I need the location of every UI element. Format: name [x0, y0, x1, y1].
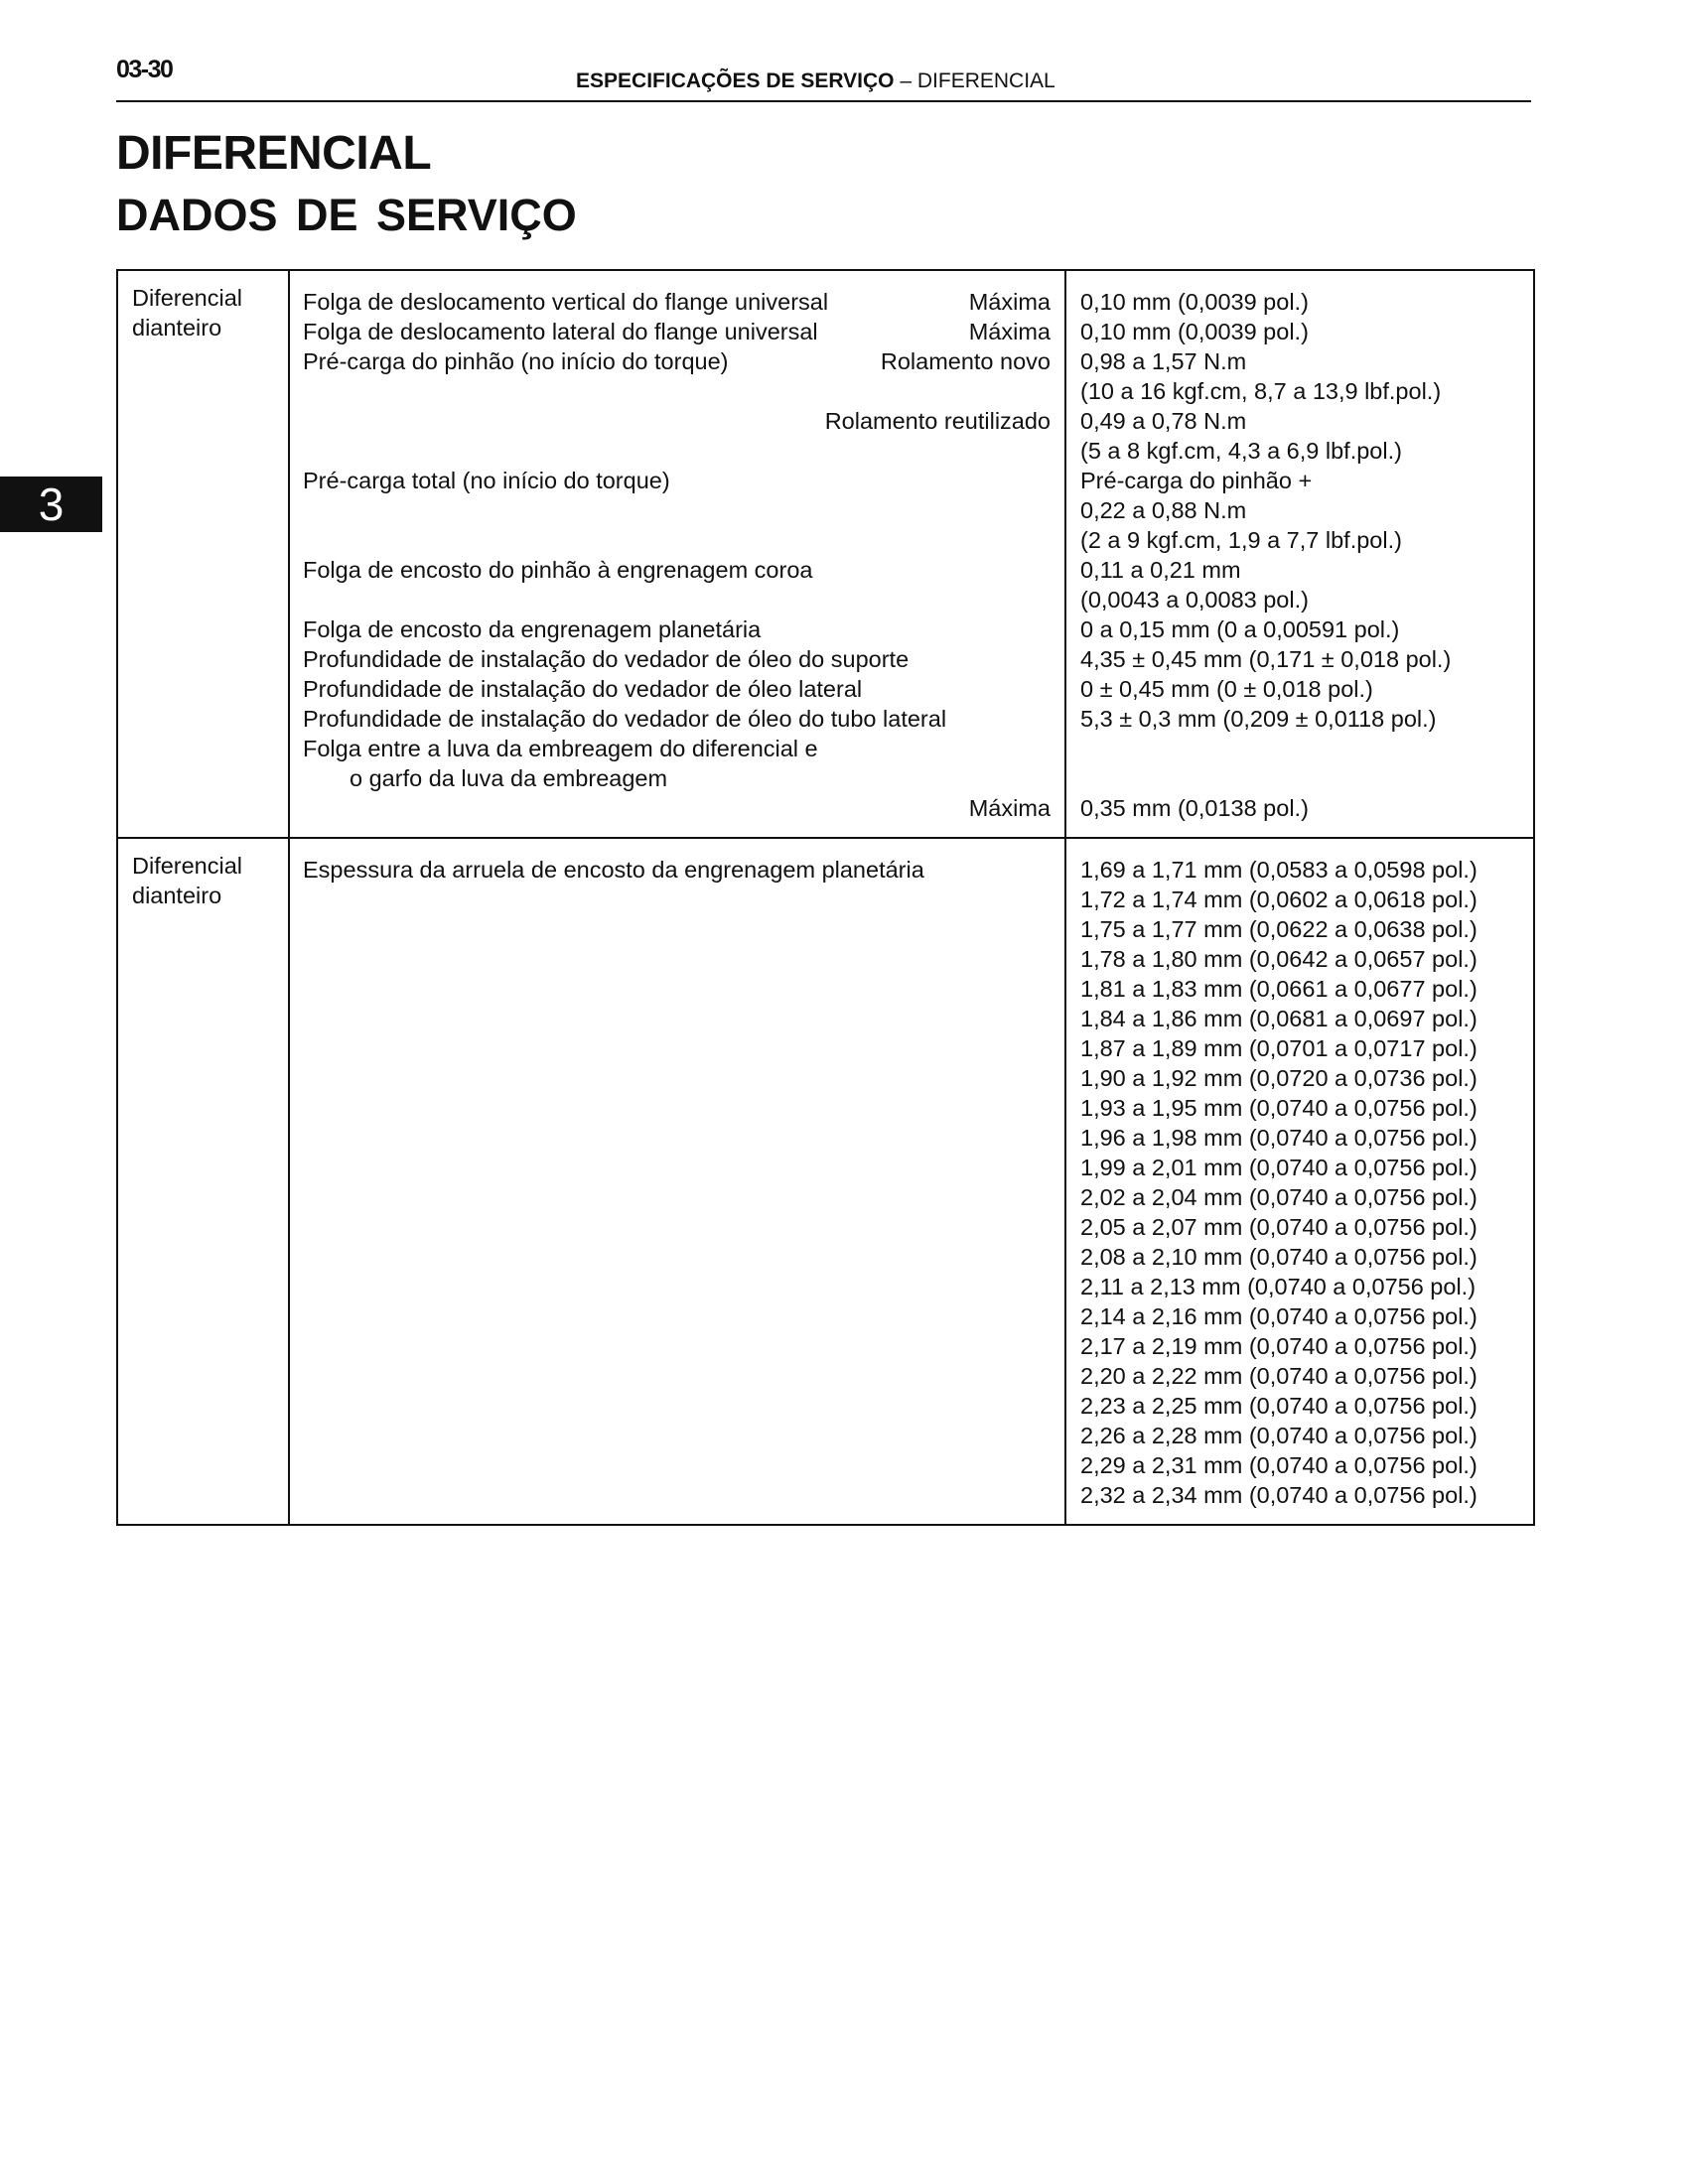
item-line: [303, 614, 1051, 644]
value-line: 1,93 a 1,95 mm (0,0740 a 0,0756 pol.): [1080, 1095, 1477, 1121]
item-qualifier: Máxima: [968, 289, 1051, 315]
item-line: [303, 585, 1051, 614]
value-line: 1,90 a 1,92 mm (0,0720 a 0,0736 pol.): [1080, 1065, 1477, 1091]
item-label: Profundidade de instalação do vedador de óleo do tubo lateral: [303, 706, 947, 732]
value-line: 0,11 a 0,21 mm: [1080, 557, 1241, 583]
item-label: Profundidade de instalação do vedador de óleo lateral: [303, 676, 863, 702]
value-line: 2,20 a 2,22 mm (0,0740 a 0,0756 pol.): [1080, 1363, 1477, 1389]
value-line: 1,78 a 1,80 mm (0,0642 a 0,0657 pol.): [1080, 946, 1477, 972]
value-line: (2 a 9 kgf.cm, 1,9 a 7,7 lbf.pol.): [1080, 527, 1402, 553]
table-row: [117, 270, 1534, 838]
running-header: [576, 69, 1055, 93]
item-line: [303, 555, 1051, 585]
item-line: [303, 525, 1051, 555]
item-line: [303, 704, 1051, 734]
group-cell: Diferencial dianteiro: [117, 838, 289, 1525]
item-line: [303, 287, 1051, 317]
value-line: 0,35 mm (0,0138 pol.): [1080, 795, 1309, 821]
table-row: [117, 838, 1534, 1525]
value-cell: [1065, 270, 1534, 838]
item-line: [303, 763, 1051, 793]
running-header-section: ESPECIFICAÇÕES DE SERVIÇO: [576, 69, 895, 92]
item-label: [303, 376, 1051, 406]
item-line: [303, 346, 1051, 376]
item-qualifier: Máxima: [968, 795, 1051, 821]
value-line: 0 ± 0,45 mm (0 ± 0,018 pol.): [1080, 676, 1373, 702]
value-line: 1,84 a 1,86 mm (0,0681 a 0,0697 pol.): [1080, 1006, 1477, 1031]
value-line: 1,99 a 2,01 mm (0,0740 a 0,0756 pol.): [1080, 1155, 1477, 1180]
value-line: 2,05 a 2,07 mm (0,0740 a 0,0756 pol.): [1080, 1214, 1477, 1240]
item-qualifier: Rolamento novo: [880, 348, 1051, 374]
item-qualifier: Máxima: [968, 319, 1051, 344]
value-line: (5 a 8 kgf.cm, 4,3 a 6,9 lbf.pol.): [1080, 438, 1402, 464]
item-line: [303, 495, 1051, 525]
item-label: [303, 585, 1051, 614]
chapter-tab: 3: [0, 477, 102, 532]
value-line: 5,3 ± 0,3 mm (0,209 ± 0,0118 pol.): [1080, 706, 1437, 732]
value-line: Pré-carga do pinhão +: [1080, 468, 1313, 493]
item-label: Folga de deslocamento lateral do flange universal: [303, 319, 818, 344]
item-label: Espessura da arruela de encosto da engrenagem planetária: [303, 857, 924, 883]
running-header-topic: – DIFERENCIAL: [894, 69, 1055, 92]
value-line: 2,29 a 2,31 mm (0,0740 a 0,0756 pol.): [1080, 1452, 1477, 1478]
group-cell: Diferencial dianteiro: [117, 270, 289, 838]
service-data-table-body: [117, 270, 1534, 1525]
value-line: 1,96 a 1,98 mm (0,0740 a 0,0756 pol.): [1080, 1125, 1477, 1151]
value-line: 2,17 a 2,19 mm (0,0740 a 0,0756 pol.): [1080, 1333, 1477, 1359]
page-number: 03-30: [116, 56, 173, 83]
value-line: 0,49 a 0,78 N.m: [1080, 408, 1247, 434]
item-line: [303, 793, 1051, 823]
service-data-table: [116, 269, 1535, 1526]
item-line: [303, 466, 1051, 495]
item-label: [303, 793, 969, 823]
value-line: 1,69 a 1,71 mm (0,0583 a 0,0598 pol.): [1080, 857, 1477, 883]
item-line: [303, 734, 1051, 763]
header-rule: [116, 100, 1531, 102]
value-line: 2,32 a 2,34 mm (0,0740 a 0,0756 pol.): [1080, 1482, 1477, 1508]
value-line: 0,10 mm (0,0039 pol.): [1080, 319, 1309, 344]
item-label: Folga entre a luva da embreagem do diferencial e: [303, 736, 818, 761]
value-cell: [1065, 838, 1534, 1525]
item-label: o garfo da luva da embreagem: [350, 765, 668, 791]
item-label: Pré-carga total (no início do torque): [303, 468, 670, 493]
value-line: [1080, 763, 1523, 793]
item-label: [303, 525, 1051, 555]
item-line: [303, 436, 1051, 466]
item-label: Folga de encosto da engrenagem planetária: [303, 616, 762, 642]
value-line: 2,26 a 2,28 mm (0,0740 a 0,0756 pol.): [1080, 1423, 1477, 1448]
item-label: [303, 495, 1051, 525]
item-line: [303, 376, 1051, 406]
value-line: 1,75 a 1,77 mm (0,0622 a 0,0638 pol.): [1080, 916, 1477, 942]
item-label: [303, 436, 1051, 466]
item-line: [303, 855, 1051, 885]
value-line: 1,87 a 1,89 mm (0,0701 a 0,0717 pol.): [1080, 1035, 1477, 1061]
value-line: 2,02 a 2,04 mm (0,0740 a 0,0756 pol.): [1080, 1184, 1477, 1210]
value-line: 2,23 a 2,25 mm (0,0740 a 0,0756 pol.): [1080, 1393, 1477, 1419]
item-line: [303, 644, 1051, 674]
item-qualifier: Rolamento reutilizado: [824, 408, 1051, 434]
page-subtitle: DADOS DE SERVIÇO: [116, 190, 577, 240]
value-line: 0,22 a 0,88 N.m: [1080, 497, 1247, 523]
value-line: 0,10 mm (0,0039 pol.): [1080, 289, 1309, 315]
value-line: (10 a 16 kgf.cm, 8,7 a 13,9 lbf.pol.): [1080, 378, 1442, 404]
value-line: (0,0043 a 0,0083 pol.): [1080, 587, 1309, 613]
value-line: 2,08 a 2,10 mm (0,0740 a 0,0756 pol.): [1080, 1244, 1477, 1270]
value-line: 1,81 a 1,83 mm (0,0661 a 0,0677 pol.): [1080, 976, 1477, 1002]
item-label: Folga de encosto do pinhão à engrenagem coroa: [303, 557, 813, 583]
value-line: 0,98 a 1,57 N.m: [1080, 348, 1247, 374]
item-label: Pré-carga do pinhão (no início do torque): [303, 348, 729, 374]
item-line: [303, 317, 1051, 346]
value-line: 1,72 a 1,74 mm (0,0602 a 0,0618 pol.): [1080, 887, 1477, 912]
item-cell: [289, 838, 1065, 1525]
page-title: DIFERENCIAL: [116, 127, 432, 180]
item-line: [303, 674, 1051, 704]
item-line: [303, 406, 1051, 436]
item-label: Folga de deslocamento vertical do flange universal: [303, 289, 829, 315]
value-line: [1080, 734, 1523, 763]
item-cell: [289, 270, 1065, 838]
value-line: 2,11 a 2,13 mm (0,0740 a 0,0756 pol.): [1080, 1274, 1477, 1299]
item-label: [303, 406, 825, 436]
value-line: 0 a 0,15 mm (0 a 0,00591 pol.): [1080, 616, 1400, 642]
item-label: Profundidade de instalação do vedador de óleo do suporte: [303, 646, 910, 672]
value-line: 4,35 ± 0,45 mm (0,171 ± 0,018 pol.): [1080, 646, 1452, 672]
value-line: 2,14 a 2,16 mm (0,0740 a 0,0756 pol.): [1080, 1303, 1477, 1329]
